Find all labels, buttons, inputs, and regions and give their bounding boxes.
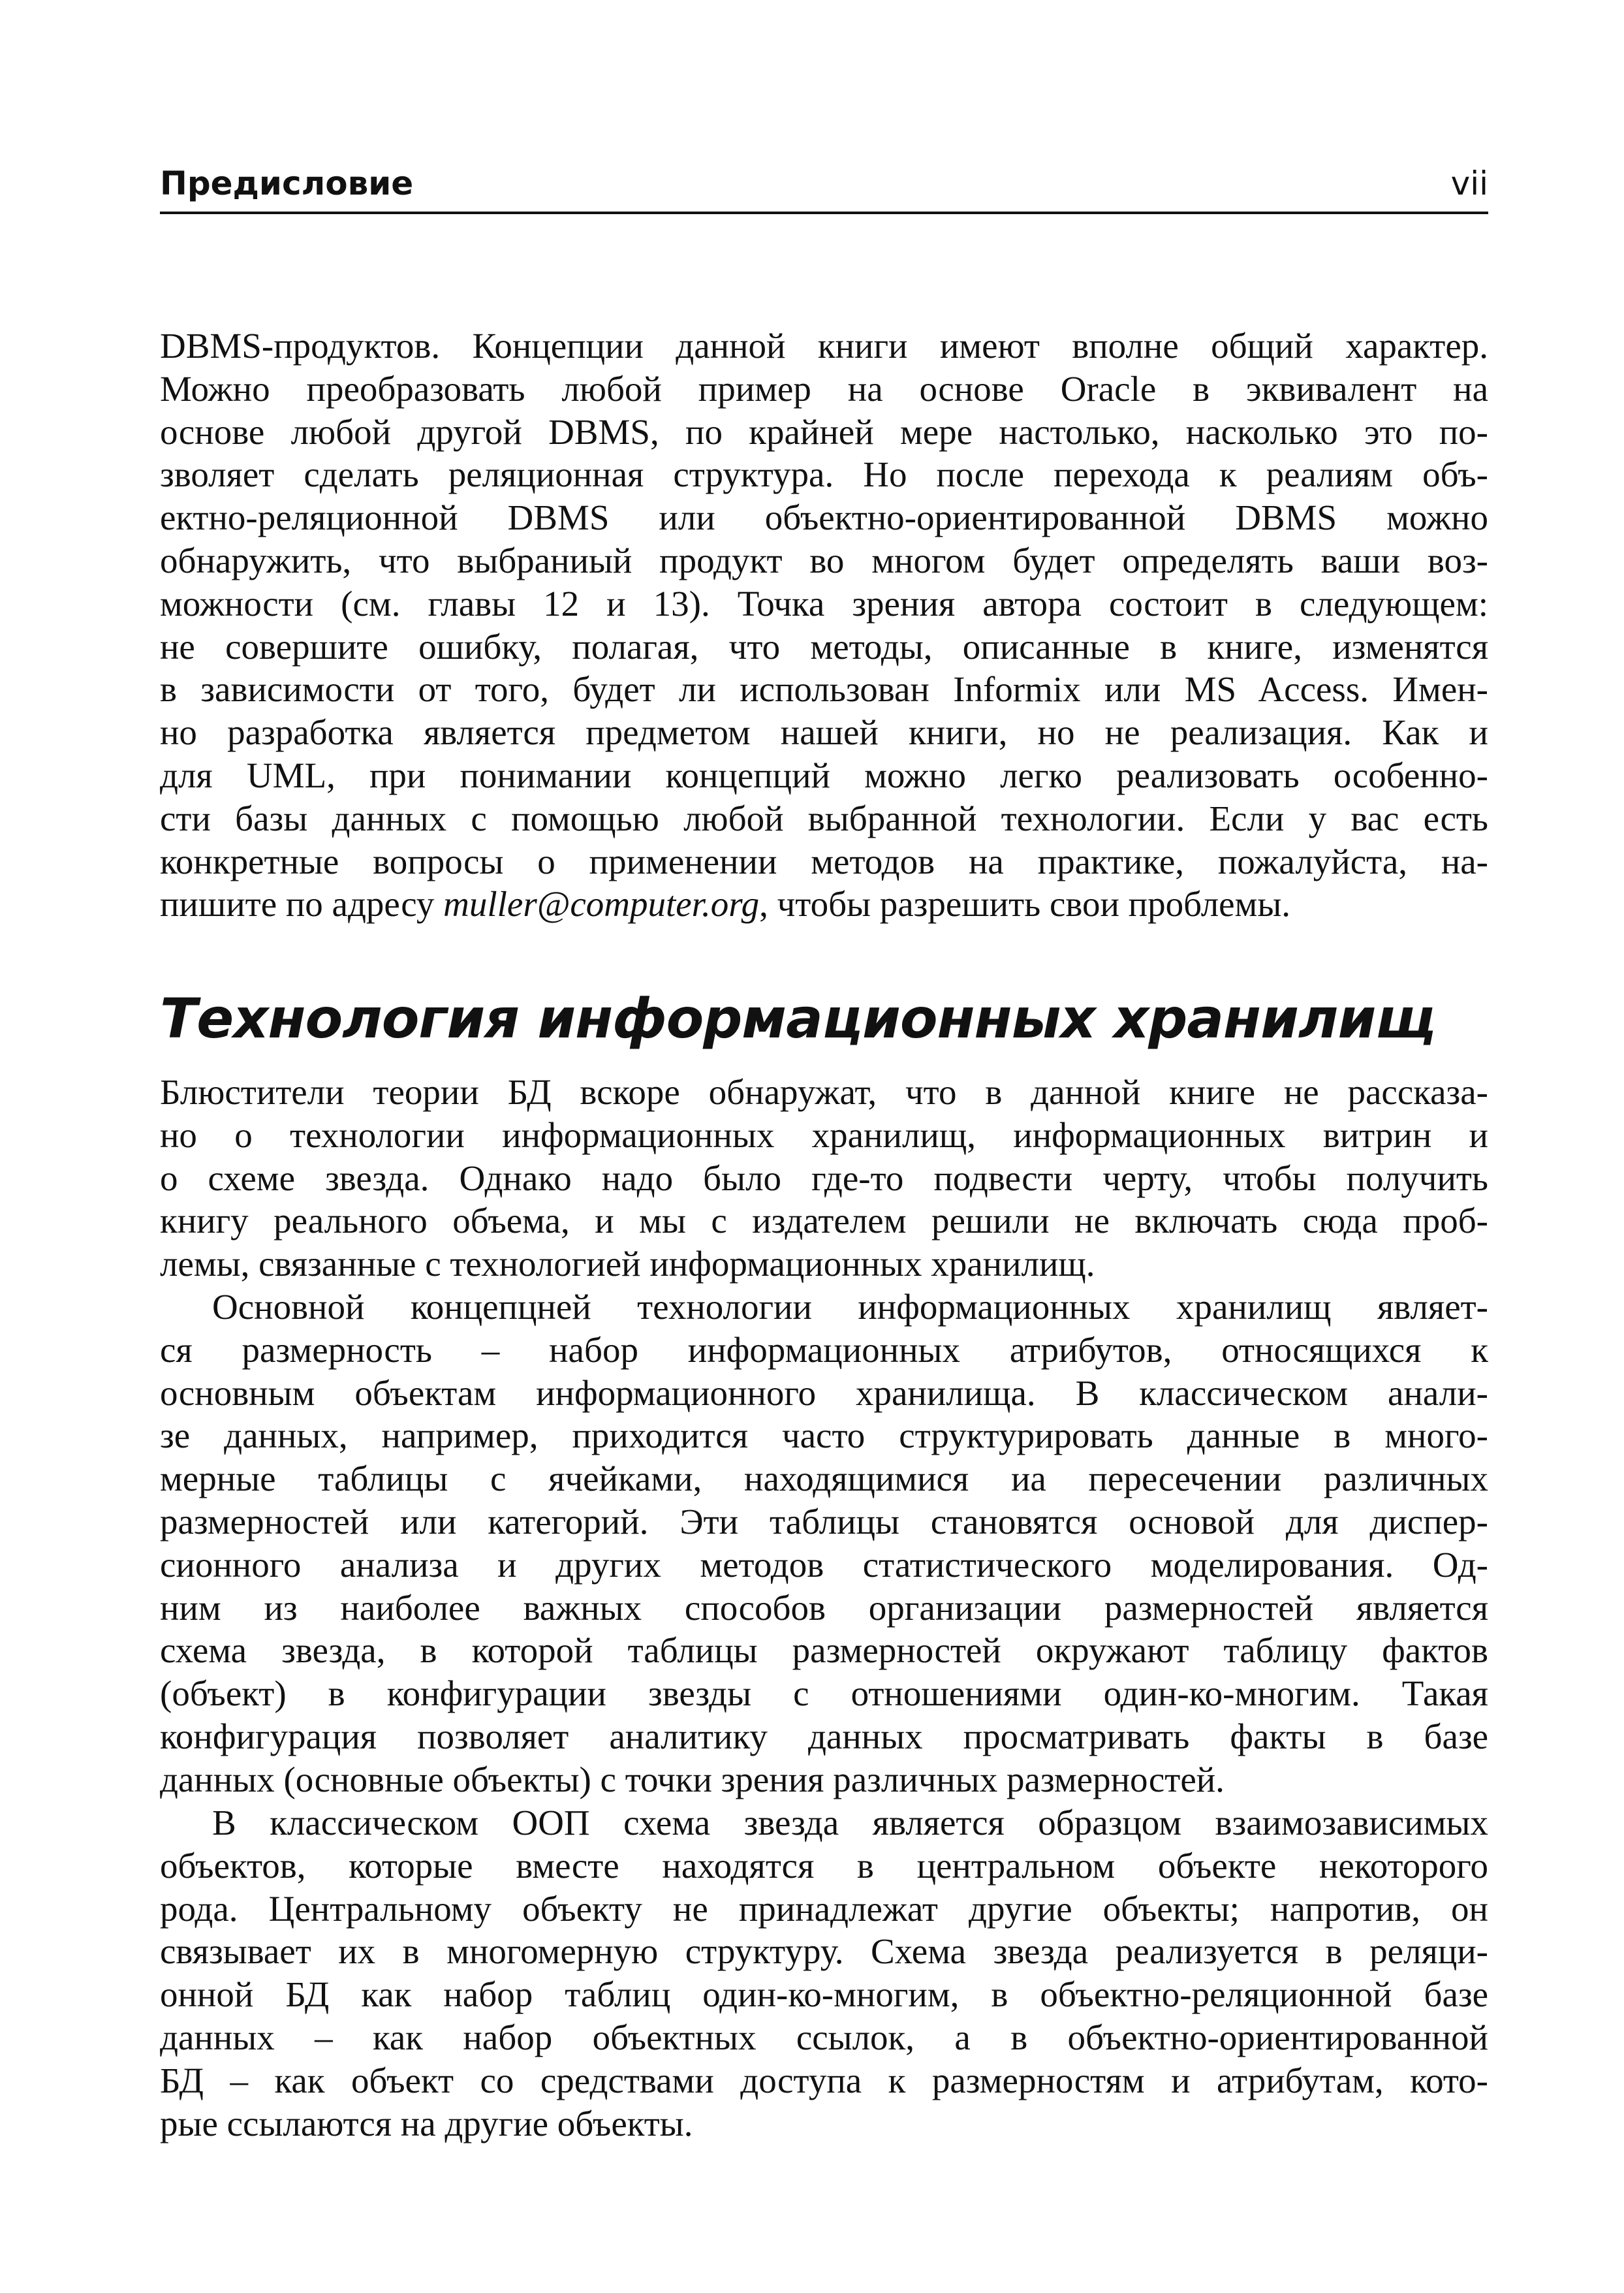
text-line: (объект) в конфигурации звезды с отношениями один-ко-многим. Такая	[160, 1673, 1488, 1714]
text-line: для UML, при понимании концепций можно легко реализовать особенно-	[160, 755, 1488, 795]
text-line: Можно преобразовать любой пример на основе Oracle в эквивалент на	[160, 368, 1488, 409]
text-line: Основной концепцней технологии информационных хранилищ являет-	[212, 1287, 1488, 1327]
intro-paragraph	[160, 324, 1488, 926]
text-line: но о технологии информационных хранилищ, информационных витрин и	[160, 1115, 1488, 1155]
text-line: онной БД как набор таблиц один-ко-многим, в объектно-реляционной базе	[160, 1974, 1488, 2015]
text-line: Блюстители теории БД вскоре обнаружат, что в данной книге не рассказа-	[160, 1072, 1488, 1112]
text-line: лемы, связанные с технологией информационных хранилищ.	[160, 1244, 1095, 1284]
text-line: объектов, которые вместе находятся в центральном объекте некоторого	[160, 1845, 1488, 1886]
text-line: основе любой другой DBMS, по крайней мере настолько, насколько это по-	[160, 411, 1488, 452]
text-line: связывает их в многомерную структуру. Схема звезда реализуется в реляци-	[160, 1931, 1488, 1972]
text-line: основным объектам информационного хранилища. В классическом анали-	[160, 1372, 1488, 1413]
text-line: обнаружить, что выбраниый продукт во многом будет определять ваши воз-	[160, 540, 1488, 580]
text-line: не совершите ошибку, полагая, что методы, описанные в книге, изменятся	[160, 626, 1488, 667]
text-line: данных – как набор объектных ссылок, а в объектно-ориентированной	[160, 2017, 1488, 2057]
text-line: В классическом ООП схема звезда является образцом взаимозависимых	[212, 1803, 1488, 1842]
text-line: данных (основные объекты) с точки зрения различных размерностей.	[160, 1759, 1225, 1799]
text-line: DBMS-продуктов. Концепции данной книги имеют вполне общий характер.	[160, 326, 1488, 366]
text-line: конкретные вопросы о применении методов на практике, пожалуйста, на-	[160, 841, 1488, 881]
text-line: сти базы данных с помощью любой выбранной технологии. Если у вас есть	[160, 798, 1488, 838]
text-line: зволяет сделать реляционная структура. Но после перехода к реалиям объ-	[160, 454, 1488, 495]
section-paragraph-1	[160, 1071, 1488, 1286]
text-line: ектно-реляционной DBMS или объектно-ориентированной DBMS можно	[160, 498, 1488, 538]
section-heading: Технология информационных хранилищ	[160, 987, 1436, 1051]
text-line: рода. Центральному объекту не принадлежат другие объекты; напротив, он	[160, 1888, 1488, 1929]
text-line: можности (см. главы 12 и 13). Точка зрения автора состоит в следующем:	[160, 583, 1488, 624]
text-line: БД – как объект со средствами доступа к размерностям и атрибутам, кото-	[160, 2060, 1488, 2100]
text-line: рые ссылаются на другие объекты.	[160, 2103, 693, 2143]
text-line: мерные таблицы с ячейками, находящимися иа пересечении различных	[160, 1459, 1488, 1499]
text-line: в зависимости от того, будет ли использован Informix или MS Access. Имен-	[160, 669, 1488, 710]
section-paragraph-3	[160, 1801, 1488, 2145]
text-line: ся размерность – набор информационных атрибутов, относящихся к	[160, 1329, 1488, 1370]
text-line: книгу реального объема, и мы с издателем решили не включать сюда проб-	[160, 1201, 1488, 1241]
text-line: схема звезда, в которой таблицы размерностей окружают таблицу фактов	[160, 1630, 1488, 1671]
email-link[interactable]: muller@computer.org	[443, 884, 760, 925]
text-line: ним из наиболее важных способов организации размерностей является	[160, 1587, 1488, 1628]
running-header	[160, 155, 1488, 214]
text-line: но разработка является предметом нашей книги, но не реализация. Как и	[160, 712, 1488, 753]
text-line: сионного анализа и других методов статистического моделирования. Од-	[160, 1544, 1488, 1585]
text-fragment: , чтобы разрешить свои проблемы.	[759, 884, 1291, 925]
text-line: конфигурация позволяет аналитику данных просматривать факты в базе	[160, 1716, 1488, 1756]
text-line: о схеме звезда. Однако надо было где-то подвести черту, чтобы получить	[160, 1158, 1488, 1198]
text-line: размерностей или категорий. Эти таблицы становятся основой для диспер-	[160, 1501, 1488, 1542]
text-line	[160, 883, 1488, 926]
text-line: зе данных, например, приходится часто структурировать данные в много-	[160, 1415, 1488, 1456]
page-number: vii	[1450, 165, 1488, 202]
text-fragment: пишите по адресу	[160, 884, 444, 925]
chapter-title: Предисловие	[160, 165, 414, 202]
section-paragraph-2	[160, 1286, 1488, 1801]
